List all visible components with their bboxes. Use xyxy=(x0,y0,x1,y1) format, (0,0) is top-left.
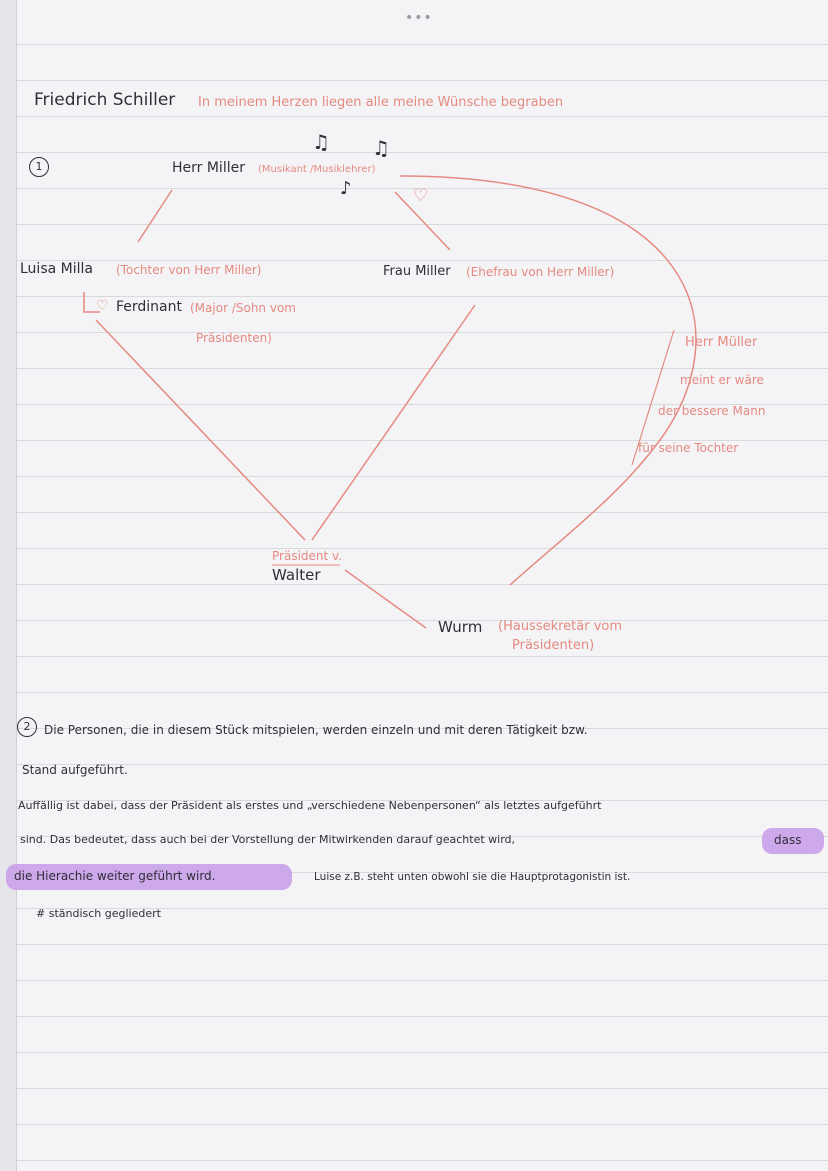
wurm-role: (Haussekretär vom xyxy=(498,619,623,634)
note-line-2: meint er wäre xyxy=(680,373,764,387)
section-number-1: 1 xyxy=(29,157,49,177)
music-note-icon: ♫ xyxy=(312,130,330,154)
hashtag-note: # ständisch gegliedert xyxy=(36,907,161,920)
music-note-icon: ♫ xyxy=(372,136,390,160)
president-title: Präsident v. xyxy=(272,549,343,563)
paragraph-line-4: sind. Das bedeutet, dass auch bei der Vorstellung der Mitwirkenden darauf geachtet wird, xyxy=(20,833,516,846)
line-president-wurm xyxy=(345,570,426,628)
heart-icon: ♡ xyxy=(96,298,109,314)
paragraph-line-5: Luise z.B. steht unten obwohl sie die Hauptprotagonistin ist. xyxy=(314,871,631,883)
frau-miller-role: (Ehefrau von Herr Miller) xyxy=(466,265,615,279)
ferdinand-role: (Major /Sohn vom xyxy=(190,301,296,315)
highlighted-phrase: die Hierachie weiter geführt wird. xyxy=(14,869,216,883)
paragraph-line-2: Stand aufgeführt. xyxy=(22,763,128,777)
section-number-2: 2 xyxy=(17,717,37,737)
quote-text: In meinem Herzen liegen alle meine Wünsche begraben xyxy=(198,95,564,110)
curve-miller-wurm xyxy=(400,176,696,585)
note-line-1: Herr Müller xyxy=(685,335,758,350)
note-line-4: für seine Tochter xyxy=(638,441,739,455)
luise-name: Luisa Milla xyxy=(20,261,93,277)
herr-miller-role: (Musikant /Musiklehrer) xyxy=(258,164,376,175)
line-frau-president xyxy=(312,305,475,540)
frau-miller-name: Frau Miller xyxy=(383,264,451,279)
note-line-3: der bessere Mann xyxy=(658,404,766,418)
wurm-role-cont: Präsidenten) xyxy=(512,638,595,653)
luise-role: (Tochter von Herr Miller) xyxy=(116,263,262,277)
wurm-name: Wurm xyxy=(438,618,483,636)
line-ferdinand-president xyxy=(96,320,305,540)
president-name: Walter xyxy=(272,566,321,584)
ferdinand-name: Ferdinant xyxy=(116,299,183,315)
heart-icon: ♡ xyxy=(413,186,429,206)
highlighted-word: dass xyxy=(774,833,802,847)
ferdinand-role-cont: Präsidenten) xyxy=(196,331,272,345)
line-miller-luise xyxy=(138,190,172,242)
music-note-icon: ♪ xyxy=(340,178,352,199)
paragraph-line-1: Die Personen, die in diesem Stück mitspielen, werden einzeln und mit deren Tätigkeit bzw. xyxy=(44,723,588,737)
more-dots-icon[interactable]: ••• xyxy=(405,10,433,26)
author-name: Friedrich Schiller xyxy=(34,90,176,110)
herr-miller-name: Herr Miller xyxy=(172,160,245,176)
paragraph-line-3: Auffällig ist dabei, dass der Präsident als erstes und „verschiedene Nebenpersonen“ als letztes aufgeführt xyxy=(18,799,602,812)
